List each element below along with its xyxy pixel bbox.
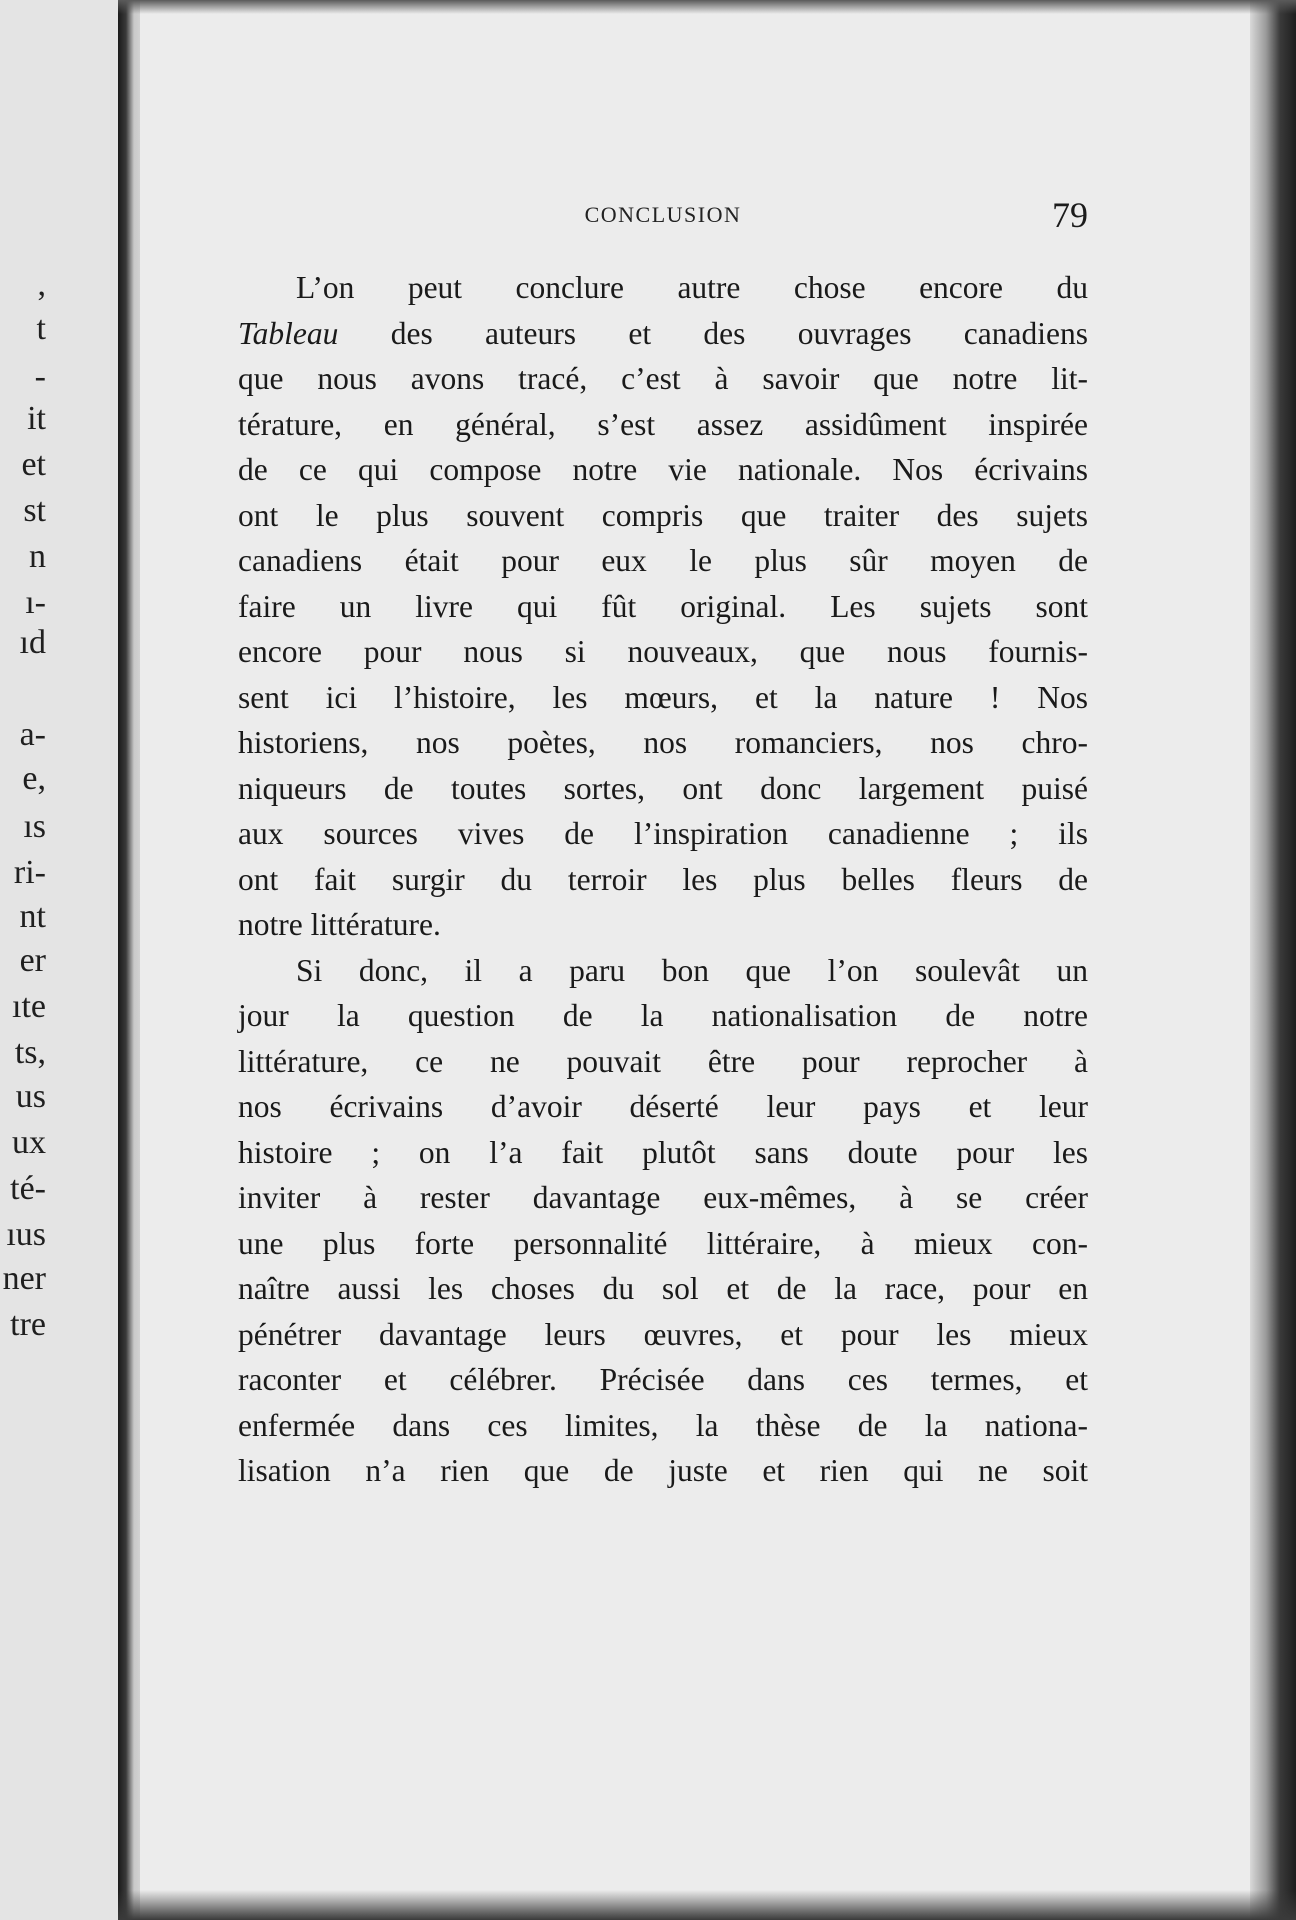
paragraph [238,265,1088,948]
text-line: Si donc, il a paru bon que l’on soulevât un [296,952,1088,988]
left-page-fragment: - [34,358,46,395]
page-edge [1250,0,1296,1920]
text-line: ont fait surgir du terroir les plus belles fleurs de [238,861,1088,897]
body-text [238,265,1088,1494]
text-line: Tableau des auteurs et des ouvrages canadiens [238,315,1088,351]
text-line: jour la question de la nationalisation de notre [238,998,1088,1033]
text-line: pénétrer davantage leurs œuvres, et pour les mieux [238,1316,1088,1352]
left-page-fragment: us [15,1078,46,1115]
paragraph [238,948,1088,1494]
page-number: 79 [1052,195,1088,235]
text-line: L’on peut conclure autre chose encore du [296,270,1088,305]
text-line: enfermée dans ces limites, la thèse de la nationa- [238,1407,1088,1443]
text-line: naître aussi les choses du sol et de la race, pour en [238,1271,1088,1306]
left-page-fragment: a- [19,716,46,753]
left-page-fragment: ıs [23,808,46,845]
left-page-fragment: ı- [25,584,46,621]
text-line: histoire ; on l’a fait plutôt sans doute pour les [238,1134,1088,1170]
text-line: de ce qui compose notre vie nationale. Nos écrivains [238,452,1088,487]
text-line: ont le plus souvent compris que traiter des sujets [238,497,1088,533]
text-line: niqueurs de toutes sortes, ont donc largement puisé [238,770,1088,806]
italic-title: Tableau [238,315,339,351]
text-line: raconter et célébrer. Précisée dans ces termes, et [238,1362,1088,1397]
text-line: que nous avons tracé, c’est à savoir que notre lit- [238,361,1088,396]
text-line: lisation n’a rien que de juste et rien qui ne soit [238,1453,1088,1488]
left-page-fragment: n [29,538,46,575]
text-line: une plus forte personnalité littéraire, à mieux con- [238,1225,1088,1261]
left-page-fragment: tre [10,1306,46,1343]
text-line: historiens, nos poètes, nos romanciers, nos chro- [238,725,1088,760]
text-line: littérature, ce ne pouvait être pour reprocher à [238,1043,1088,1079]
left-page-fragment: ri- [13,854,46,891]
left-page-fragment: st [23,492,46,529]
left-page-fragment: it [27,400,46,437]
left-page-fragment: , [37,266,46,303]
scan-bottom-shadow [118,1890,1296,1920]
left-facing-page [0,0,118,1920]
left-page-fragment: ux [12,1124,46,1161]
left-page-fragment: ts, [14,1034,46,1071]
left-page-fragment: ıus [6,1216,46,1253]
left-page-fragment: ıd [19,624,46,661]
text-line: notre littérature. [238,907,441,942]
left-page-fragment: ner [2,1260,46,1297]
text-line: térature, en général, s’est assez assidûment inspirée [238,406,1088,442]
text-line: sent ici l’histoire, les mœurs, et la nature ! Nos [238,679,1088,715]
text-line: encore pour nous si nouveaux, que nous fournis- [238,634,1088,669]
left-page-fragment: té- [10,1170,46,1207]
left-page-fragment: et [21,446,46,483]
text-line: nos écrivains d’avoir déserté leur pays et leur [238,1089,1088,1124]
text-line: aux sources vives de l’inspiration canadienne ; ils [238,816,1088,851]
text-line: faire un livre qui fût original. Les sujets sont [238,588,1088,624]
text-line: canadiens était pour eux le plus sûr moyen de [238,543,1088,578]
text-line: inviter à rester davantage eux-mêmes, à se créer [238,1180,1088,1215]
scan-top-shadow [118,0,1296,14]
left-page-fragment: ıte [12,988,46,1025]
left-page-fragment: e, [22,760,46,797]
chapter-title: CONCLUSION [584,202,742,227]
left-page-fragment: er [19,942,46,979]
left-page-fragment: nt [19,898,46,935]
left-page-fragment: t [36,310,46,347]
running-head [238,194,1088,234]
